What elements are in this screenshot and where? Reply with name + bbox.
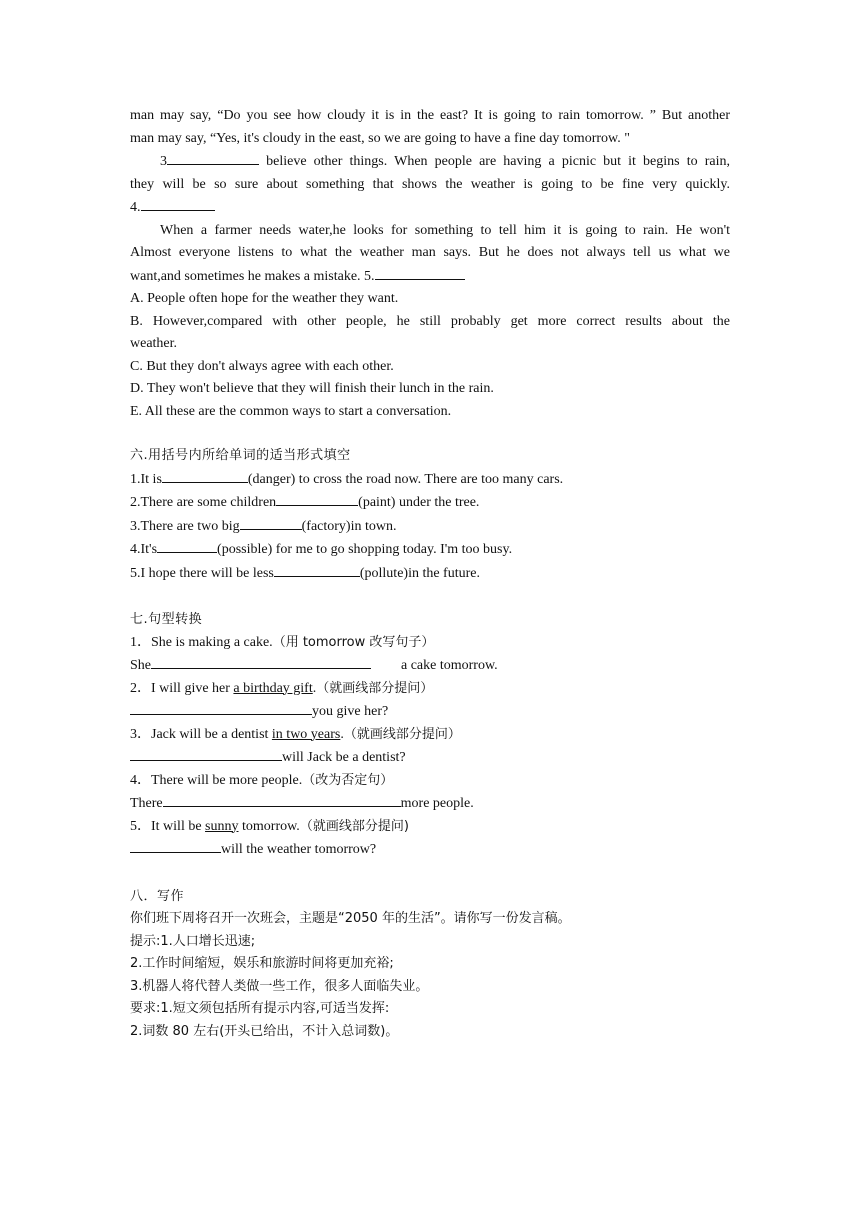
- answer-blank[interactable]: [274, 562, 360, 577]
- writing-requirement: 2.词数 80 左右(开头已给出，不计入总词数)。: [130, 1023, 399, 1039]
- answer-blank[interactable]: [167, 150, 259, 165]
- answer-7-2: you give her?: [130, 700, 730, 724]
- answer-7-5: will the weather tomorrow?: [130, 838, 730, 862]
- answer-7-3: will Jack be a dentist?: [130, 746, 730, 770]
- writing-requirement: 要求:1.短文须包括所有提示内容,可适当发挥:: [130, 1001, 390, 1016]
- reading-blank-line: [130, 196, 730, 220]
- section-7-title: 七.句型转换: [130, 612, 203, 627]
- reading-text: want,and sometimes he makes a mistake. 5.: [130, 268, 375, 284]
- reading-line: When a farmer needs water,he looks for something to tell him it is going to rain. He won't: [160, 222, 730, 238]
- question-7-2: 2．I will give her a birthday gift.（就画线部分提问）: [130, 680, 434, 696]
- answer-7-1: She a cake tomorrow.: [130, 654, 730, 678]
- reading-line: man may say, “Yes, it's cloudy in the east, so we are going to have a fine day tomorrow. ": [130, 130, 630, 146]
- question-7-4: 4．There will be more people.（改为否定句）: [130, 772, 394, 788]
- answer-blank[interactable]: [375, 265, 465, 280]
- reading-line: man may say, “Do you see how cloudy it is in the east? It is going to rain tomorrow. ” But another: [130, 108, 730, 123]
- answer-blank[interactable]: [163, 792, 401, 807]
- reading-text: believe other things. When people are having a picnic but it begins to rain,: [259, 154, 730, 169]
- answer-blank[interactable]: [130, 746, 282, 761]
- section-6-title: 六.用括号内所给单词的适当形式填空: [130, 448, 351, 463]
- writing-hint: 2.工作时间缩短，娱乐和旅游时间将更加充裕;: [130, 956, 394, 971]
- reading-blank-line: [130, 265, 730, 289]
- option-d: D. They won't believe that they will finish their lunch in the rain.: [130, 381, 494, 396]
- answer-blank[interactable]: [130, 700, 312, 715]
- answer-blank[interactable]: [130, 838, 221, 853]
- question-6-1: 1.It is (danger) to cross the road now. There are too many cars.: [130, 468, 730, 492]
- section-8-title: 八．写作: [130, 888, 185, 904]
- answer-blank[interactable]: [162, 468, 248, 483]
- blank-number: 4.: [130, 200, 141, 215]
- writing-hint: 3.机器人将代替人类做一些工作，很多人面临失业。: [130, 978, 429, 994]
- blank-number: 3: [160, 154, 167, 169]
- worksheet-page: [130, 105, 730, 1043]
- writing-hint: 提示:1.人口增长迅速;: [130, 933, 256, 949]
- answer-blank[interactable]: [276, 491, 358, 506]
- question-7-3: 3．Jack will be a dentist in two years.（就画线部分提问）: [130, 726, 461, 742]
- option-a: A. People often hope for the weather they want.: [130, 291, 399, 306]
- option-c: C. But they don't always agree with each other.: [130, 358, 394, 374]
- answer-blank[interactable]: [151, 654, 371, 669]
- question-6-5: 5.I hope there will be less (pollute)in the future.: [130, 562, 730, 586]
- answer-blank[interactable]: [141, 196, 215, 211]
- answer-blank[interactable]: [157, 538, 217, 553]
- question-6-2: 2.There are some children (paint) under the tree.: [130, 491, 730, 515]
- question-6-3: 3.There are two big (factory)in town.: [130, 515, 730, 539]
- question-6-4: 4.It's (possible) for me to go shopping today. I'm too busy.: [130, 538, 730, 562]
- option-b-cont: weather.: [130, 336, 178, 351]
- reading-paragraph-3: [130, 150, 730, 174]
- option-e: E. All these are the common ways to start a conversation.: [130, 403, 452, 419]
- writing-prompt: 你们班下周将召开一次班会，主题是“2050 年的生活”。请你写一份发言稿。: [130, 911, 571, 926]
- answer-7-4: There more people.: [130, 792, 730, 816]
- reading-line: Almost everyone listens to what the weather man says. But he does not always tell us what we: [130, 245, 730, 260]
- reading-line: they will be so sure about something that shows the weather is going to be fine very quickly.: [130, 176, 730, 192]
- answer-blank[interactable]: [240, 515, 302, 530]
- question-7-1: 1．She is making a cake.（用 tomorrow 改写句子）: [130, 634, 435, 650]
- question-7-5: 5．It will be sunny tomorrow.（就画线部分提问): [130, 818, 409, 834]
- option-b: B. However,compared with other people, he still probably get more correct results about the: [130, 313, 730, 329]
